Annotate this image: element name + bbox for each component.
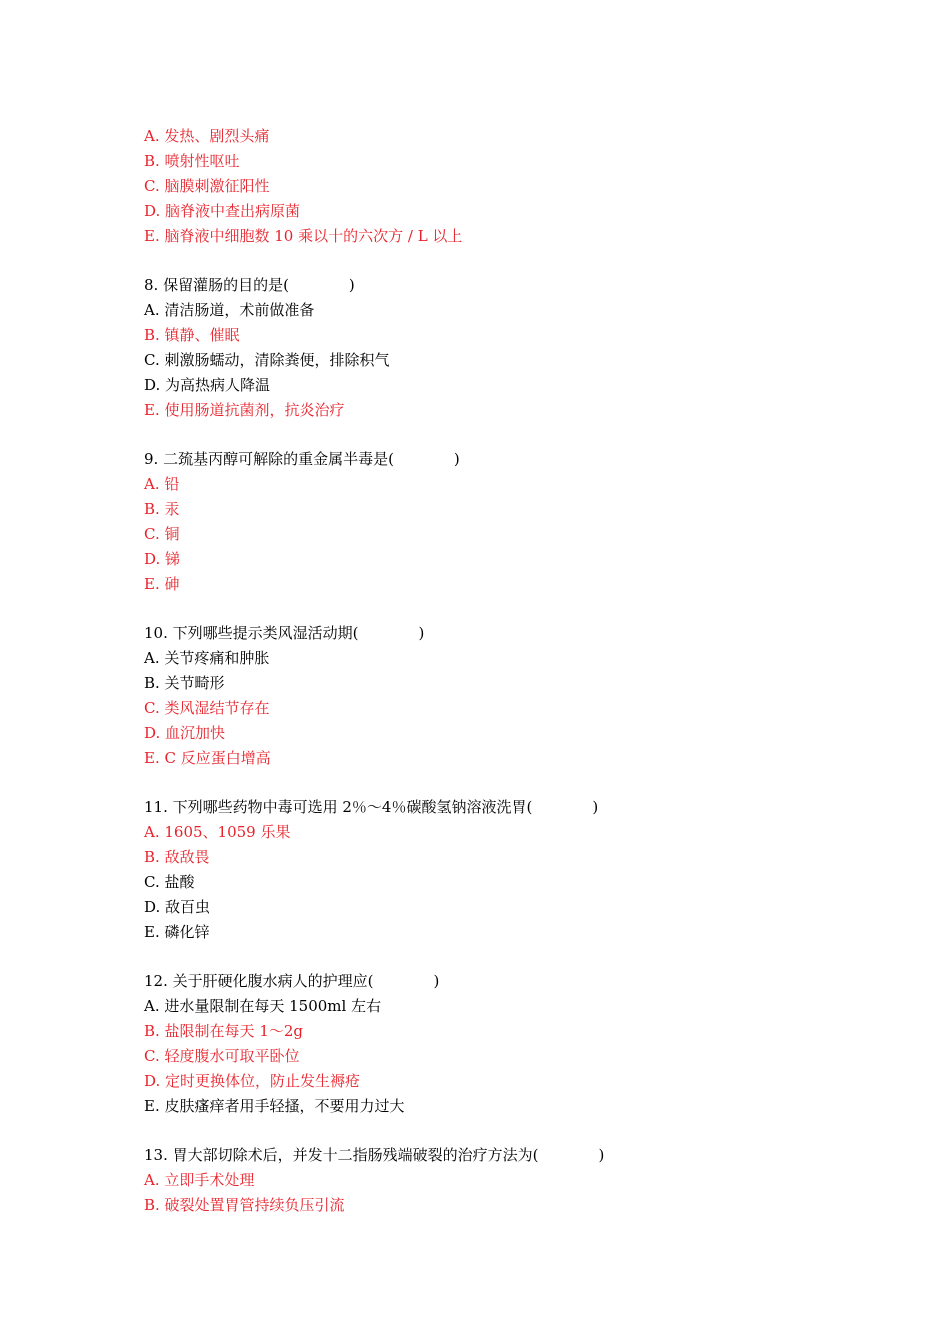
question-stem: 13. 胃大部切除术后，并发十二指肠残端破裂的治疗方法为( ) <box>144 1146 605 1164</box>
answer-option-correct: D. 血沉加快 <box>144 724 226 742</box>
answer-option-correct: D. 定时更换体位，防止发生褥疮 <box>144 1072 361 1090</box>
answer-option: D. 为高热病人降温 <box>144 376 271 394</box>
paragraph-gap <box>144 597 864 621</box>
answer-option-correct: A. 发热、剧烈头痛 <box>144 127 270 145</box>
answer-option-correct: D. 脑脊液中查出病原菌 <box>144 202 301 220</box>
answer-option-correct: E. 使用肠道抗菌剂，抗炎治疗 <box>144 401 345 419</box>
answer-option-correct: C. 铜 <box>144 525 180 543</box>
answer-option: A. 进水量限制在每天 1500ml 左右 <box>144 997 382 1015</box>
question-stem: 12. 关于肝硬化腹水病人的护理应( ) <box>144 972 440 990</box>
question-stem: 11. 下列哪些药物中毒可选用 2％～4％碳酸氢钠溶液洗胃( ) <box>144 798 599 816</box>
answer-option-correct: E. C 反应蛋白增高 <box>144 749 271 767</box>
answer-option-correct: B. 喷射性呕吐 <box>144 152 240 170</box>
answer-option: A. 清洁肠道，术前做准备 <box>144 301 315 319</box>
answer-option-correct: B. 镇静、催眠 <box>144 326 240 344</box>
answer-option-correct: C. 脑膜刺激征阳性 <box>144 177 270 195</box>
answer-option-correct: B. 敌敌畏 <box>144 848 210 866</box>
answer-option: E. 皮肤瘙痒者用手轻搔，不要用力过大 <box>144 1097 405 1115</box>
answer-option-correct: C. 类风湿结节存在 <box>144 699 270 717</box>
answer-option-correct: A. 1605、1059 乐果 <box>144 823 291 841</box>
paragraph-gap <box>144 945 864 969</box>
answer-option-correct: E. 砷 <box>144 575 180 593</box>
answer-option-correct: B. 破裂处置胃管持续负压引流 <box>144 1196 345 1214</box>
answer-option: B. 关节畸形 <box>144 674 225 692</box>
paragraph-gap <box>144 249 864 273</box>
question-stem: 9. 二巯基丙醇可解除的重金属半毒是( ) <box>144 450 460 468</box>
answer-option-correct: B. 盐限制在每天 1～2g <box>144 1022 304 1040</box>
answer-option: E. 磷化锌 <box>144 923 210 941</box>
answer-option-correct: E. 脑脊液中细胞数 10 乘以十的六次方 / L 以上 <box>144 227 463 245</box>
answer-option: A. 关节疼痛和肿胀 <box>144 649 270 667</box>
question-stem: 10. 下列哪些提示类风湿活动期( ) <box>144 624 425 642</box>
paragraph-gap <box>144 771 864 795</box>
answer-option: D. 敌百虫 <box>144 898 211 916</box>
answer-option-correct: D. 锑 <box>144 550 181 568</box>
paragraph-gap <box>144 423 864 447</box>
document-body <box>144 124 864 1218</box>
question-stem: 8. 保留灌肠的目的是( ) <box>144 276 355 294</box>
answer-option-correct: A. 立即手术处理 <box>144 1171 255 1189</box>
answer-option-correct: A. 铅 <box>144 475 180 493</box>
answer-option: C. 盐酸 <box>144 873 195 891</box>
answer-option-correct: B. 汞 <box>144 500 180 518</box>
answer-option: C. 刺激肠蠕动，清除粪便，排除积气 <box>144 351 390 369</box>
paragraph-gap <box>144 1119 864 1143</box>
answer-option-correct: C. 轻度腹水可取平卧位 <box>144 1047 300 1065</box>
